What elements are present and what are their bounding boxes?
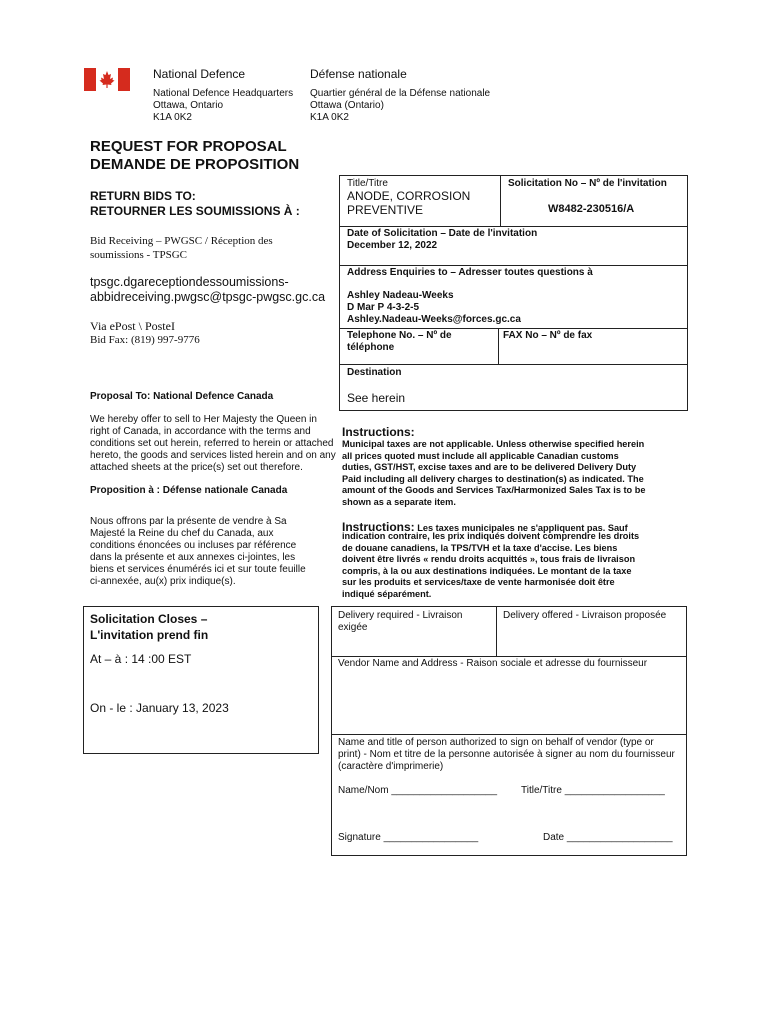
page-title-en: REQUEST FOR PROPOSAL <box>90 138 287 155</box>
offer-en: We hereby offer to sell to Her Majesty the Queen in right of Canada, in accordance with the terms and conditions set out herein, referred to herein or attached hereto, the goods and services listed herein and on any attached sheets at the price(s) set out therefore. <box>90 414 336 473</box>
bid-fax: Bid Fax: (819) 997-9776 <box>90 334 200 346</box>
proposal-to: Proposal To: National Defence Canada <box>90 391 274 402</box>
delivery-required[interactable]: Delivery required - Livraison exigée <box>338 610 463 633</box>
bid-email[interactable]: tpsgc.dgareceptiondessoumissions- abbidreceiving.pwgsc@tpsgc-pwgsc.gc.ca <box>90 275 326 304</box>
dept-address-en: National Defence Headquarters Ottawa, Ontario K1A 0K2 <box>153 88 294 123</box>
date-field[interactable]: Date ___________________ <box>543 832 673 843</box>
canada-flag-icon <box>84 68 130 91</box>
destination-label: Destination <box>347 367 402 378</box>
dept-address-fr: Quartier général de la Défense nationale Ottawa (Ontario) K1A 0K2 <box>310 88 491 123</box>
instructions-fr-body: indication contraire, les prix indiqués doivent comprendre les droits de douane canadiens, la TPS/TVH et la taxe d'accise. Les biens doivent être livrés « rendu droits acquittés », tous frais de livraison compris, à la ou aux destinations indiquées. Le montant de la taxe sur les produits et services/taxe de vente harmonisée doit être indiqué séparément. <box>342 531 640 599</box>
solicitation-closes-title: Solicitation Closes – L'invitation prend fin <box>90 612 209 642</box>
solicitation-no-label: Solicitation No – Nº de l'invitation <box>508 178 667 189</box>
bid-receiving: Bid Receiving – PWGSC / Réception des soumissions - TPSGC <box>90 235 273 261</box>
contact-info: Ashley Nadeau-Weeks D Mar P 4-3-2-5 Ashley.Nadeau-Weeks@forces.gc.ca <box>347 290 521 325</box>
delivery-offered[interactable]: Delivery offered - Livraison proposée <box>503 610 667 621</box>
title-field[interactable]: Title/Titre __________________ <box>521 785 665 796</box>
return-bids-fr: RETOURNER LES SOUMISSIONS À : <box>90 204 300 218</box>
closing-time: At – à : 14 :00 EST <box>90 652 192 666</box>
vendor-name-address[interactable]: Vendor Name and Address - Raison sociale et adresse du fournisseur <box>338 658 648 669</box>
solicitation-date-value: December 12, 2022 <box>347 240 438 251</box>
return-bids-en: RETURN BIDS TO: <box>90 189 196 203</box>
via-epost: Via ePost \ PosteI <box>90 319 175 333</box>
vendor-box <box>331 606 687 856</box>
page-title-fr: DEMANDE DE PROPOSITION <box>90 156 300 173</box>
authorized-person: Name and title of person authorized to sign on behalf of vendor (type or print) - Nom et titre de la personne autorisée à signer au nom du fournisseur (caractère d'imprimerie) <box>338 737 675 772</box>
telephone-label: Telephone No. – Nº de téléphone <box>347 330 452 353</box>
proposition-a: Proposition à : Défense nationale Canada <box>90 485 288 496</box>
dept-name-en: National Defence <box>153 67 246 81</box>
signature-field[interactable]: Signature _________________ <box>338 832 479 843</box>
title-value: ANODE, CORROSION PREVENTIVE <box>347 189 471 217</box>
instructions-en-heading: Instructions: <box>342 425 415 439</box>
enquiries-label: Address Enquiries to – Adresser toutes questions à <box>347 267 593 278</box>
title-label: Title/Titre <box>347 178 388 189</box>
instructions-en-body: Municipal taxes are not applicable. Unless otherwise specified herein all prices quoted must include all applicable Canadian customs duties, GST/HST, excise taxes and are to be delivered Delivery Duty Paid including all delivery charges to destination(s) as indicated. The amount of the Goods and Services Tax/Harmonized Sales Tax is to be shown as a separate item. <box>342 439 646 507</box>
instructions-fr-first: Les taxes municipales ne s'appliquent pas. Sauf <box>414 523 628 533</box>
solicitation-no-value: W8482-230516/A <box>548 203 635 215</box>
name-field[interactable]: Name/Nom ___________________ <box>338 785 498 796</box>
offer-fr: Nous offrons par la présente de vendre à Sa Majesté la Reine du chef du Canada, aux conditions énoncées ou incluses par référence dans la présente et aux annexes ci-jointes, les biens et services énumérés ici et sur toute feuille ci-annexée, au(x) prix indique(s). <box>90 516 306 587</box>
destination-value: See herein <box>347 391 406 405</box>
dept-name-fr: Défense nationale <box>310 67 407 81</box>
fax-label: FAX No – Nº de fax <box>503 330 593 341</box>
closing-date: On - le : January 13, 2023 <box>90 701 229 715</box>
instructions-fr-heading: Instructions: <box>342 520 415 534</box>
solicitation-date-label: Date of Solicitation – Date de l'invitation <box>347 228 538 239</box>
